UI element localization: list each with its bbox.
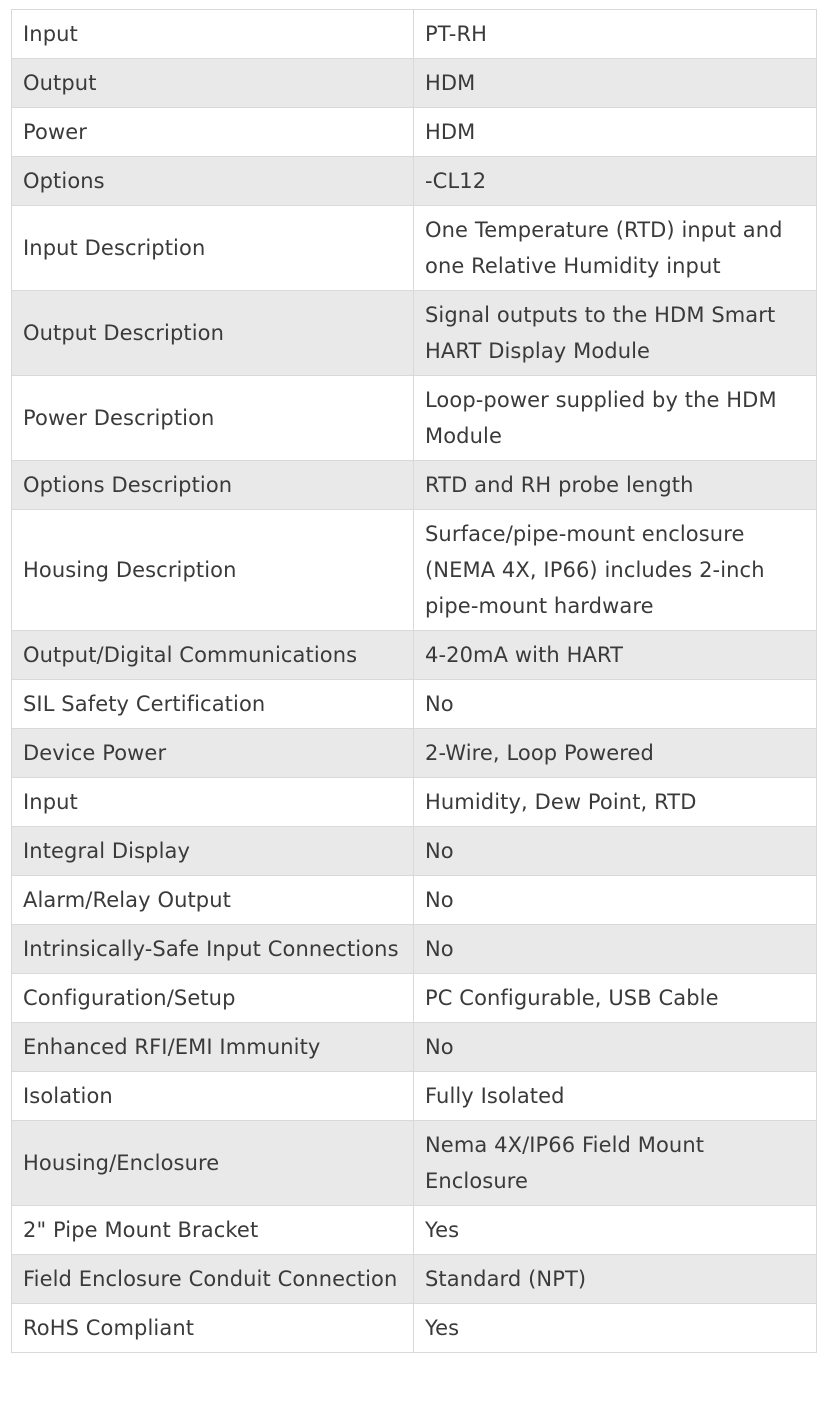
table-row: [12, 1255, 817, 1304]
row-label: Input: [12, 10, 414, 59]
table-row: [12, 376, 817, 461]
row-value: HDM: [414, 108, 817, 157]
table-row: [12, 1121, 817, 1206]
table-row: [12, 1206, 817, 1255]
row-value: Nema 4X/IP66 Field Mount Enclosure: [414, 1121, 817, 1206]
table-row: [12, 461, 817, 510]
table-row: [12, 1072, 817, 1121]
table-row: [12, 925, 817, 974]
row-label: Input Description: [12, 206, 414, 291]
row-label: Isolation: [12, 1072, 414, 1121]
spec-table: [11, 9, 817, 1353]
row-label: Housing/Enclosure: [12, 1121, 414, 1206]
table-row: [12, 778, 817, 827]
row-value: PC Configurable, USB Cable: [414, 974, 817, 1023]
table-row: [12, 1023, 817, 1072]
row-value: PT-RH: [414, 10, 817, 59]
row-label: Enhanced RFI/EMI Immunity: [12, 1023, 414, 1072]
table-row: [12, 827, 817, 876]
row-value: Yes: [414, 1304, 817, 1353]
table-row: [12, 157, 817, 206]
row-label: SIL Safety Certification: [12, 680, 414, 729]
row-value: Standard (NPT): [414, 1255, 817, 1304]
row-label: Output: [12, 59, 414, 108]
row-label: 2" Pipe Mount Bracket: [12, 1206, 414, 1255]
table-row: [12, 10, 817, 59]
row-label: Alarm/Relay Output: [12, 876, 414, 925]
row-label: Field Enclosure Conduit Connection: [12, 1255, 414, 1304]
table-row: [12, 974, 817, 1023]
row-label: Input: [12, 778, 414, 827]
row-label: RoHS Compliant: [12, 1304, 414, 1353]
row-value: No: [414, 827, 817, 876]
row-label: Configuration/Setup: [12, 974, 414, 1023]
table-row: [12, 108, 817, 157]
row-value: No: [414, 1023, 817, 1072]
row-label: Device Power: [12, 729, 414, 778]
row-value: Fully Isolated: [414, 1072, 817, 1121]
table-row: [12, 291, 817, 376]
table-row: [12, 729, 817, 778]
row-value: One Temperature (RTD) input and one Relative Humidity input: [414, 206, 817, 291]
spec-table-body: [12, 10, 817, 1353]
table-row: [12, 59, 817, 108]
row-value: 4-20mA with HART: [414, 631, 817, 680]
row-label: Output Description: [12, 291, 414, 376]
table-row: [12, 876, 817, 925]
row-label: Output/Digital Communications: [12, 631, 414, 680]
row-label: Intrinsically-Safe Input Connections: [12, 925, 414, 974]
row-value: Yes: [414, 1206, 817, 1255]
row-label: Power: [12, 108, 414, 157]
row-value: RTD and RH probe length: [414, 461, 817, 510]
row-label: Options: [12, 157, 414, 206]
row-value: Signal outputs to the HDM Smart HART Display Module: [414, 291, 817, 376]
row-value: 2-Wire, Loop Powered: [414, 729, 817, 778]
table-row: [12, 510, 817, 631]
row-value: Loop-power supplied by the HDM Module: [414, 376, 817, 461]
row-value: No: [414, 680, 817, 729]
row-label: Housing Description: [12, 510, 414, 631]
row-label: Options Description: [12, 461, 414, 510]
row-value: No: [414, 876, 817, 925]
row-value: -CL12: [414, 157, 817, 206]
table-row: [12, 631, 817, 680]
table-row: [12, 680, 817, 729]
row-value: Humidity, Dew Point, RTD: [414, 778, 817, 827]
table-row: [12, 1304, 817, 1353]
row-value: Surface/pipe-mount enclosure (NEMA 4X, IP66) includes 2-inch pipe-mount hardware: [414, 510, 817, 631]
row-label: Integral Display: [12, 827, 414, 876]
row-value: No: [414, 925, 817, 974]
table-row: [12, 206, 817, 291]
row-value: HDM: [414, 59, 817, 108]
row-label: Power Description: [12, 376, 414, 461]
